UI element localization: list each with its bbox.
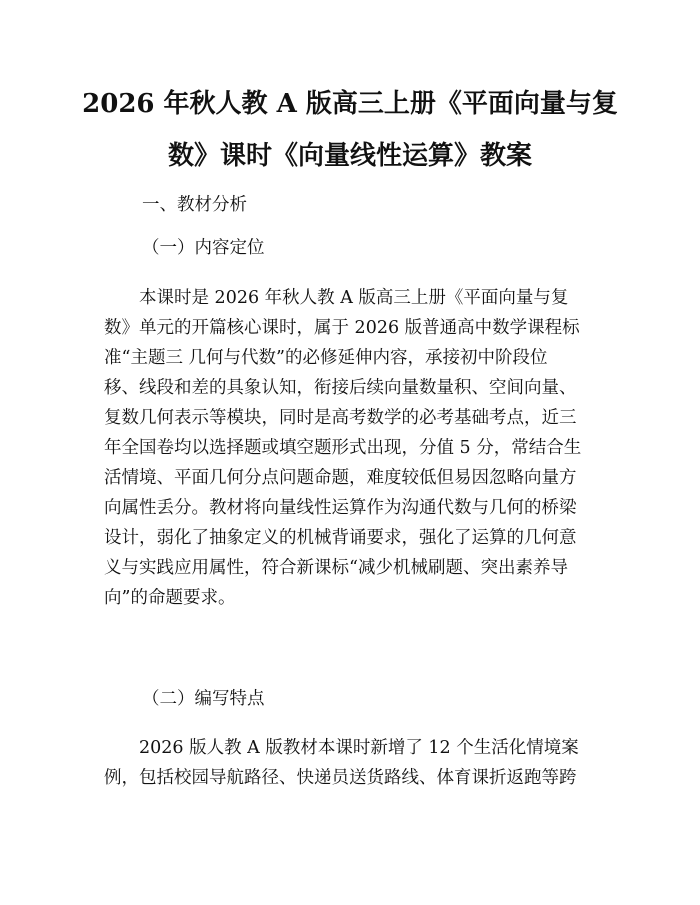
paragraph-line: 移、线段和差的具象认知，衔接后续向量数量积、空间向量、 xyxy=(104,378,577,398)
paragraph-line: 数》单元的开篇核心课时，属于 2026 版普通高中数学课程标 xyxy=(104,318,580,338)
section-heading: 一、教材分析 xyxy=(142,195,247,215)
paragraph-line: 活情境、平面几何分点问题命题，难度较低但易因忽略向量方 xyxy=(104,468,577,488)
subsection-heading: （一）内容定位 xyxy=(142,238,265,258)
paragraph-line: 设计，弱化了抽象定义的机械背诵要求，强化了运算的几何意 xyxy=(104,528,577,548)
document-title xyxy=(60,78,640,182)
subsection-heading: （二）编写特点 xyxy=(142,689,265,709)
title-line: 数》课时《向量线性运算》教案 xyxy=(167,141,532,171)
paragraph-line: 本课时是 2026 年秋人教 A 版高三上册《平面向量与复 xyxy=(104,288,569,308)
paragraph-line: 复数几何表示等模块，同时是高考数学的必考基础考点，近三 xyxy=(104,408,577,428)
paragraph-line: 2026 版人教 A 版教材本课时新增了 12 个生活化情境案 xyxy=(104,738,579,758)
paragraph-line: 向属性丢分。教材将向量线性运算作为沟通代数与几何的桥梁 xyxy=(104,498,577,518)
paragraph-line: 例，包括校园导航路径、快递员送货路线、体育课折返跑等跨 xyxy=(104,768,577,788)
paragraph-line: 准“主题三 几何与代数”的必修延伸内容，承接初中阶段位 xyxy=(104,348,548,368)
paragraph-line: 义与实践应用属性，符合新课标“减少机械刷题、突出素养导 xyxy=(104,558,568,578)
title-line: 2026 年秋人教 A 版高三上册《平面向量与复 xyxy=(82,89,618,119)
paragraph-line: 年全国卷均以选择题或填空题形式出现，分值 5 分，常结合生 xyxy=(104,438,582,458)
paragraph-content-positioning xyxy=(104,283,604,613)
paragraph-writing-features xyxy=(104,733,604,793)
paragraph-line: 向”的命题要求。 xyxy=(104,588,236,608)
